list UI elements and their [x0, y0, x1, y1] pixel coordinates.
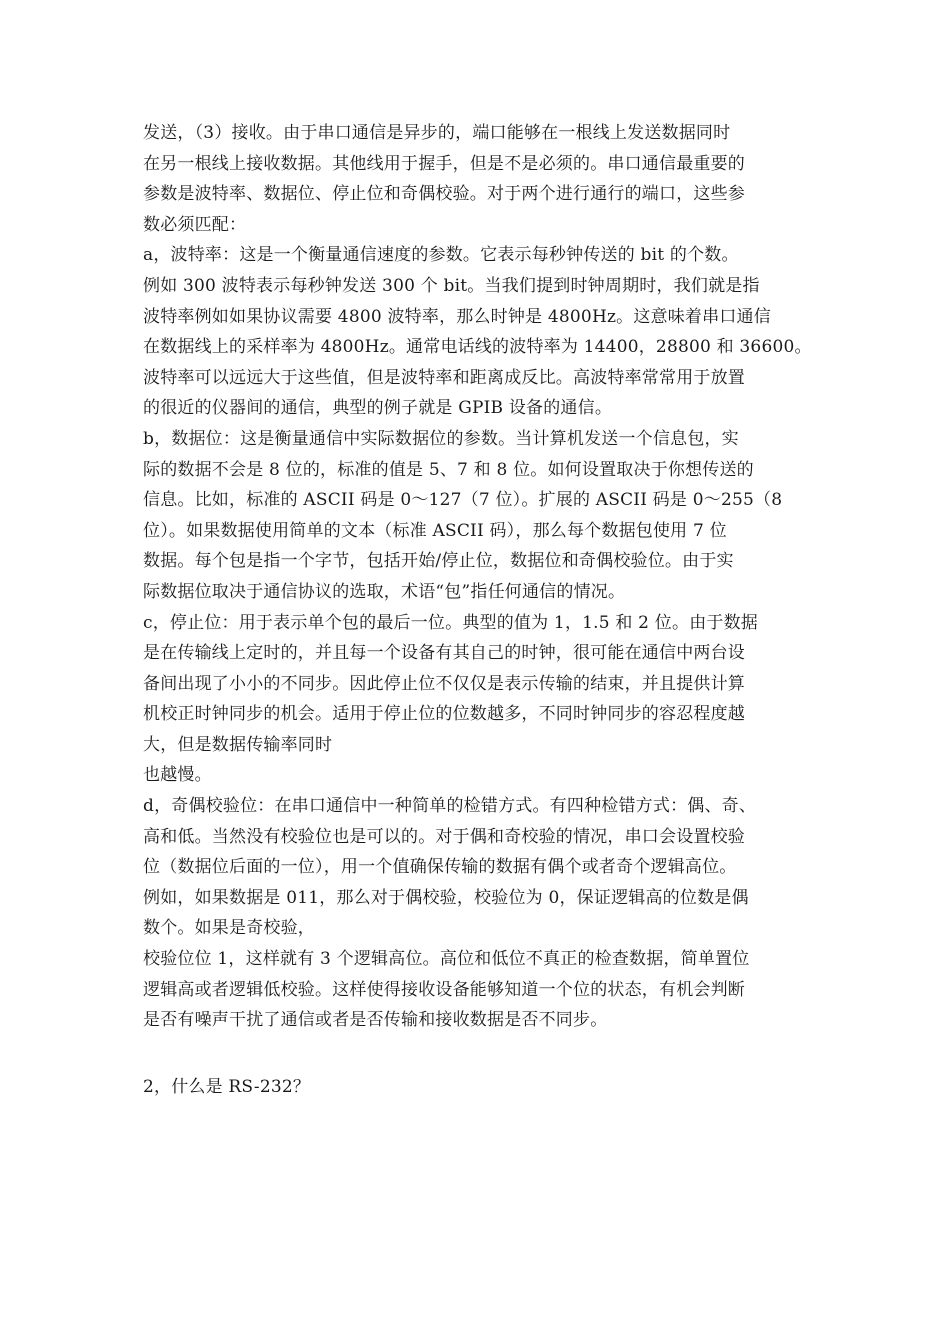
text-line: 在数据线上的采样率为 4800Hz。通常电话线的波特率为 14400，28800 和 36600。: [143, 337, 812, 358]
text-line: 数据。每个包是指一个字节，包括开始/停止位，数据位和奇偶校验位。由于实: [143, 551, 734, 572]
text-line: 数个。如果是奇校验，: [143, 918, 315, 939]
document-body: [143, 118, 813, 1103]
text-line: 例如，如果数据是 011，那么对于偶校验，校验位为 0，保证逻辑高的位数是偶: [143, 887, 749, 908]
text-line: 校验位位 1，这样就有 3 个逻辑高位。高位和低位不真正的检查数据，简单置位: [143, 949, 750, 970]
text-line: 也越慢。: [143, 765, 212, 786]
text-line: 大，但是数据传输率同时: [143, 734, 333, 755]
text-line: a，波特率：这是一个衡量通信速度的参数。它表示每秒钟传送的 bit 的个数。: [143, 245, 739, 266]
text-line: c，停止位：用于表示单个包的最后一位。典型的值为 1，1.5 和 2 位。由于数据: [143, 612, 759, 633]
text-line: 参数是波特率、数据位、停止位和奇偶校验。对于两个进行通行的端口，这些参: [143, 184, 745, 205]
text-line: 数必须匹配：: [143, 214, 247, 235]
text-line: 发送，（3）接收。由于串口通信是异步的，端口能够在一根线上发送数据同时: [143, 123, 731, 143]
text-line: 际数据位取决于通信协议的选取，术语“包”指任何通信的情况。: [143, 581, 626, 602]
text-line: 例如 300 波特表示每秒钟发送 300 个 bit。当我们提到时钟周期时，我们就是指: [143, 275, 760, 296]
text-line: 高和低。当然没有校验位也是可以的。对于偶和奇校验的情况，串口会设置校验: [143, 826, 745, 847]
text-line: 逻辑高或者逻辑低校验。这样使得接收设备能够知道一个位的状态，有机会判断: [143, 979, 745, 1000]
text-line: 波特率可以远远大于这些值，但是波特率和距离成反比。高波特率常常用于放置: [143, 367, 745, 388]
text-line: 是否有噪声干扰了通信或者是否传输和接收数据是否不同步。: [143, 1010, 608, 1031]
text-line: 机校正时钟同步的机会。适用于停止位的位数越多，不同时钟同步的容忍程度越: [143, 704, 745, 725]
text-line: 际的数据不会是 8 位的，标准的值是 5、7 和 8 位。如何设置取决于你想传送的: [143, 459, 754, 480]
text-line: 位（数据位后面的一位），用一个值确保传输的数据有偶个或者奇个逻辑高位。: [143, 857, 737, 878]
text-line: 在另一根线上接收数据。其他线用于握手，但是不是必须的。串口通信最重要的: [143, 153, 745, 174]
text-line: 备间出现了小小的不同步。因此停止位不仅仅是表示传输的结束，并且提供计算: [143, 673, 745, 694]
text-line: 的很近的仪器间的通信，典型的例子就是 GPIB 设备的通信。: [143, 398, 613, 419]
text-line: 位）。如果数据使用简单的文本（标准 ASCII 码），那么每个数据包使用 7 位: [143, 520, 727, 541]
text-line: 波特率例如如果协议需要 4800 波特率，那么时钟是 4800Hz。这意味着串口通信: [143, 306, 771, 327]
text-line: b，数据位：这是衡量通信中实际数据位的参数。当计算机发送一个信息包，实: [143, 428, 739, 449]
section-heading: 2，什么是 RS-232？: [143, 1077, 311, 1098]
blank-line: [143, 1036, 813, 1067]
text-line: 是在传输线上定时的，并且每一个设备有其自己的时钟，很可能在通信中两台设: [143, 643, 745, 664]
text-line: 信息。比如，标准的 ASCII 码是 0～127（7 位）。扩展的 ASCII 码是 0～255（8: [143, 490, 783, 511]
text-line: d，奇偶校验位：在串口通信中一种简单的检错方式。有四种检错方式：偶、奇、: [143, 796, 757, 817]
